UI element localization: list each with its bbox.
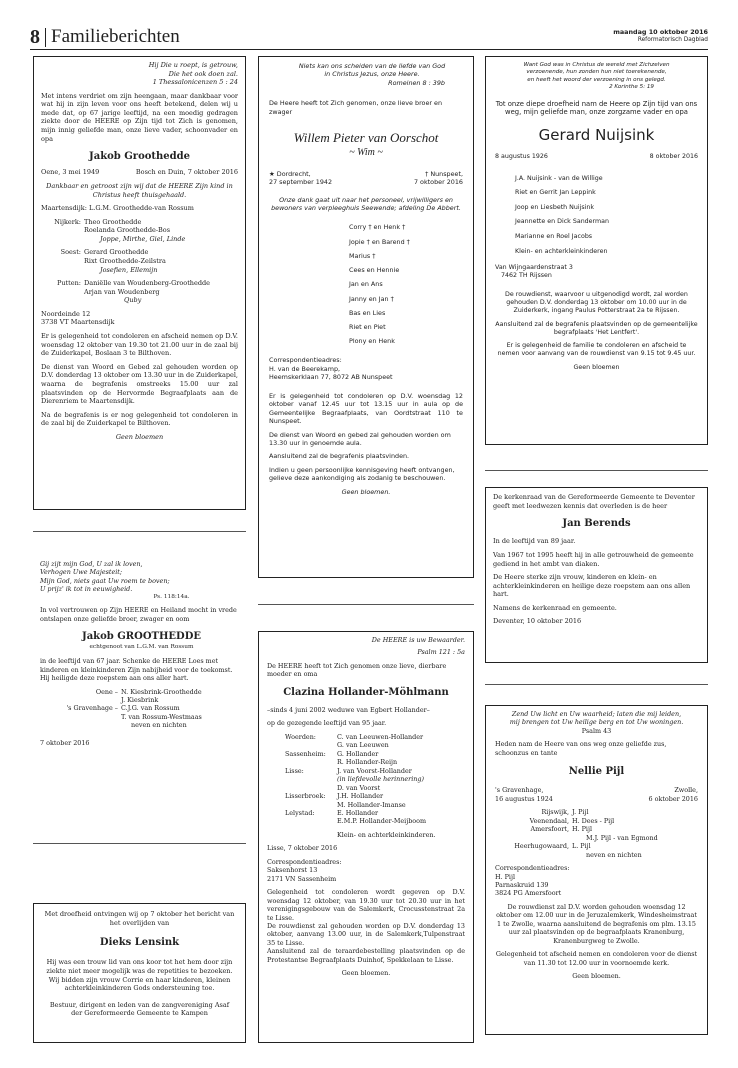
announcement-date: 7 oktober 2016	[40, 738, 90, 747]
cross-icon: †	[425, 169, 429, 178]
announcement-text: Hij was een trouw lid van ons koor tot het hem door zijn ziekte niet meer mogelijk was de repetities te bezoeken. Wij bidden zijn vrouw Corrie en haar kinderen, kleinen achterkleinkinderen Gods ondersteuning toe.	[46, 958, 233, 993]
announcement-text: in de leeftijd van 67 jaar. Schenke de HEERE Loes met kinderen en kleinkinderen Zijn nabijheid voor de toekomst. Hij heiligde deze roepstem aan ons aller hart.	[40, 657, 233, 683]
bible-verse: Niets kan ons scheiden van de liefde van God in Christus Jezus, onze Heere. Romeinen 8 : 39b	[298, 62, 446, 87]
service-text: De dienst van Woord en gebed zal gehouden worden om 13.30 uur in genoemde aula.	[269, 430, 451, 448]
divider	[258, 604, 474, 605]
spouse-line: Maartensdijk: L.G.M. Groothedde-van Rossum	[41, 204, 194, 213]
deceased-name: Gerard Nuijsink	[538, 126, 655, 145]
bible-verse: Want God was in Christus de wereld met Zichzelven verzoenende, hun zonden hun niet toerekenende, en heeft het woord der verzoening in ons gelegd. 2 Korinthe 5: 19	[523, 62, 670, 91]
bible-verse: Gij zijt mijn God, U zal ik loven, Verhogen Uwe Majesteit; Mijn God, niets gaat Uw roem te boven; U prijz' ik tot in eeuwigheid.	[40, 560, 170, 594]
correspondence-address: Correspondentieadres: H. van de Beerekamp, Heemskerklaan 77, 8072 AB Nunspeet	[269, 356, 393, 382]
announcement-date: Lisse, 7 oktober 2016	[267, 844, 338, 853]
ad-nellie-pijl	[485, 705, 708, 1035]
verse-reference: Psalm 121 : 5a	[417, 648, 465, 657]
burial-text: Aansluitend zal de begrafenis plaatsvinden.	[269, 452, 410, 461]
family-list: Oene – N. Kiesbrink-Groothedde J. Kiesbrink 's Gravenhage – C.J.G. van Rossum T. van Rossum-Westmaas neven en nichten	[66, 687, 202, 730]
verse-reference: Psalm 43	[581, 726, 612, 735]
header-date: maandag 10 oktober 2016	[613, 28, 708, 36]
grandchildren: Klein- en achterkleinkinderen.	[337, 830, 436, 839]
divider	[33, 531, 246, 532]
page-header	[30, 26, 708, 48]
header-newspaper: Reformatorisch Dagblad	[637, 37, 708, 43]
closing: Geen bloemen	[573, 363, 620, 371]
service-text: De rouwdienst, waarvoor u uitgenodigd wordt, zal worden gehouden D.V. donderdag 13 oktober om 10.00 uur in de Zuiderkerk, ingang Paulus Potterstraat 2a te Rijssen.	[505, 290, 688, 315]
announcement-intro: De kerkenraad van de Gereformeerde Gemeente te Deventer geeft met leedwezen kennis dat overleden is de heer	[493, 493, 695, 510]
life-dates: ★ Dordrecht, 27 september 1942 † Nunspeet, 7 oktober 2016	[269, 169, 463, 187]
service-line: Van 1967 tot 1995 heeft hij in alle getrouwheid de gemeente gediend in het ambt van diaken.	[493, 550, 694, 568]
page-number: 8	[30, 26, 40, 48]
deceased-name: Jakob GROOTHEDDE	[81, 631, 202, 643]
family-list: Nijkerk: Theo Groothedde Roelanda Groothedde-Bos Joppe, Mirthe, Giel, Linde Soest: Gerard Groothedde Rixt Groothedde-Zeilstra Josefien, Ellemijn Putten: Daniëlle van Woudenberg-Groothedde Arjan van Woudenberg Quby	[54, 217, 211, 305]
divider	[485, 470, 708, 471]
service-text: De rouwdienst zal gehouden worden op D.V. donderdag 13 oktober, aanvang 13.00 uur, in de Salemkerk,Tulpenstraat 35 te Lisse.	[267, 921, 465, 947]
header-rule	[30, 49, 708, 50]
born-icon: ★	[269, 169, 275, 178]
ad-jakob-groothedde-family	[40, 560, 243, 747]
family-list: Rijswijk, J. Pijl Veenendaal, H. Dees - Pijl Amersfoort, H. Pijl M.J. Pijl - van Egmond Heerhugowaard, L. Pijl neven en nichten	[514, 808, 658, 859]
after-burial-text: Na de begrafenis is er nog gelegenheid tot condoleren in de zaal bij de Zuiderkapel te Bilthoven.	[41, 410, 238, 428]
deceased-name: Dieks Lensink	[99, 937, 180, 949]
ad-clazina-hollander	[258, 631, 474, 1043]
announcement-intro: De HEERE heeft tot Zich genomen onze lieve, dierbare moeder en oma	[267, 661, 447, 679]
age-line: In de leeftijd van 89 jaar.	[493, 537, 576, 546]
family-list: Corry † en Henk † Jopie † en Barend † Marius † Cees en Hennie Jan en Ans Janny en Jan † Bas en Lies Riet en Piet Plony en Henk	[349, 223, 410, 346]
condolence-text: Gelegenheid tot condoleren wordt gegeven op D.V. woensdag 12 oktober, van 19.30 uur tot 20.30 uur in het verenigingsgebouw van de Salemkerk, Crocusstenstraat 2a te Lisse.	[267, 888, 465, 922]
deceased-name: Jakob Groothedde	[88, 151, 191, 163]
life-dates: Oene, 3 mei 1949 Bosch en Duin, 7 oktober 2016	[41, 168, 238, 177]
ad-jan-berends	[485, 487, 708, 663]
condolence-text: Er is gelegenheid tot condoleren op D.V. woensdag 12 oktober vanaf 12.45 uur tot 13.15 uur in aula op de Gemeentelijke Begraafplaats, van Oordtstraat 110 te Nunspeet.	[269, 391, 463, 426]
family-list: J.A. Nuijsink - van de Willige Riet en Gerrit Jan Leppink Joop en Liesbeth Nuijsink Jeannette en Dick Sanderman Marianne en Roel Jacobs Klein- en achterkleinkinderen	[515, 174, 610, 255]
deceased-name: Willem Pieter van Oorschot	[293, 130, 439, 146]
section-title: Familieberichten	[51, 26, 180, 47]
ad-dieks-lensink	[33, 903, 246, 1043]
ad-willem-van-oorschot	[258, 56, 474, 578]
signature: Namens de kerkenraad en gemeente.	[493, 603, 617, 612]
thanks-text: Onze dank gaat uit naar het personeel, vrijwilligers en bewoners van verpleeghuis Seewende; afdeling De Abbert.	[271, 195, 461, 212]
comfort-text: Dankbaar en getroost zijn wij dat de HEERE Zijn kind in Christus heeft thuisgehaald.	[46, 181, 233, 199]
deceased-name: Nellie Pijl	[568, 766, 625, 778]
announcement-intro: Tot onze diepe droefheid nam de Heere op Zijn tijd van ons weg, mijn geliefde man, onze zorgzame vader en opa	[495, 99, 698, 117]
announcement-intro: Met intens verdriet om zijn heengaan, maar dankbaar voor wat hij in zijn leven voor ons heeft betekend, delen wij u mede dat, op 67 jarige leeftijd, na een moedig gedragen ziekte door de HEERE op Zijn tijd tot Zich is genomen, mijn innig geliefde man, onze lieve vader, schoonvader en opa	[41, 91, 238, 143]
closing: Geen bloemen.	[341, 969, 391, 978]
bible-verse: Hij Die u roept, is getrouw, Die het ook doen zal. 1 Thessalonicenzen 5 : 24	[148, 61, 238, 87]
header-divider	[45, 28, 46, 47]
closing: Geen bloemen	[115, 432, 164, 441]
nickname: ~ Wim ~	[349, 147, 383, 159]
announcement-intro: Met droefheid ontvingen wij op 7 oktober het bericht van het overlijden van	[44, 910, 235, 927]
family-list: Woerden: C. van Leeuwen-Hollander G. van Leeuwen Sassenheim: G. Hollander R. Hollander-Reijn Lisse: J. van Voorst-Hollander (in liefdevolle herinnering) D. van Voorst Lisserbroek: J.H. Hollander M. Hollander-Imanse Lelystad: E. Hollander E.M.P. Hollander-Meijboom	[285, 732, 427, 826]
verse-reference: Ps. 118:14a.	[153, 593, 190, 600]
correspondence-address: Correspondentieadres: Saksenhorst 13 2171 VN Sassenheim	[267, 857, 342, 883]
deceased-name: Clazina Hollander-Möhlmann	[283, 686, 449, 698]
announcement-intro: De Heere heeft tot Zich genomen, onze lieve broer en zwager	[269, 99, 443, 116]
bible-verse: De HEERE is uw Bewaarder.	[371, 636, 465, 644]
service-text: De rouwdienst zal D.V. worden gehouden woensdag 12 oktober om 12.00 uur in de Jeruzalemkerk, Windesheimstraat 1 te Zwolle, waarna aansluitend de begrafenis om plm. 13.15 uur zal plaatsvinden op de begraafplaats Kranenburg, Kranenburgweg te Zwolle.	[496, 902, 697, 945]
burial-text: Aansluitend zal de begrafenis plaatsvinden op de gemeentelijke begrafplaats 'Het Lentfert'.	[495, 320, 698, 336]
notice-text: Indien u geen persoonlijke kennisgeving heeft ontvangen, gelieve deze aankondiging als zodanig te beschouwen.	[269, 465, 455, 483]
ad-gerard-nuijsink	[485, 56, 708, 445]
correspondence-address: Correspondentieadres: H. Pijl Parnaskruid 139 3824 PG Amersfoort	[495, 864, 570, 898]
address: Van Wijngaardenstraat 3 7462 TH Rijssen	[495, 264, 573, 280]
closing: Geen bloemen.	[341, 487, 391, 496]
announcement-intro: In vol vertrouwen op Zijn HEERE en Heiland mocht in vrede ontslapen onze geliefde broer, zwager en oom	[40, 606, 237, 623]
announcement-date: Deventer, 10 oktober 2016	[493, 617, 582, 626]
condolence-text: Er is gelegenheid de familie te condoleren en afscheid te nemen voor aanvang van de rouwdienst van 9.15 tot 9.45 uur.	[497, 342, 696, 358]
divider	[33, 843, 246, 844]
life-dates: 's Gravenhage, 16 augustus 1924 Zwolle, 6 oktober 2016	[495, 786, 698, 803]
life-dates: 8 augustus 1926 8 oktober 2016	[495, 153, 698, 161]
burial-text: Aansluitend zal de teraardebestelling plaatsvinden op de Protestantse Begraafplaats Duinhof, Spekkelaan te Lisse.	[267, 947, 465, 964]
condolence-text: Gelegenheid tot afscheid nemen en condoleren voor de dienst van 11.30 tot 12.00 uur in voornoemde kerk.	[495, 950, 698, 967]
condolence-text: Er is gelegenheid tot condoleren en afscheid nemen op D.V. woensdag 12 oktober van 19.30 tot 21.00 uur in de zaal bij de Zuiderkapel, Boslaan 3 te Bilthoven.	[41, 332, 238, 358]
spouse-line: echtgenoot van L.G.M. van Rossum	[89, 643, 194, 650]
address: Noordeinde 12 3738 VT Maartensdijk	[41, 309, 115, 327]
closing: Geen bloemen.	[572, 972, 621, 981]
ad-jakob-groothedde	[33, 56, 246, 510]
announcement-intro: Heden nam de Heere van ons weg onze geliefde zus, schoonzus en tante	[495, 740, 667, 757]
signature: Bestuur, dirigent en leden van de zangvereniging Asaf der Gereformeerde Gemeente te Kampen	[49, 1000, 230, 1018]
deceased-name: Jan Berends	[562, 518, 631, 530]
service-text: De dienst van Woord en Gebed zal gehouden worden op D.V. donderdag 13 oktober om 13.30 uur in de Zuiderkapel, waarna de begrafenis omstreeks 15.00 uur zal plaatsvinden op de Hervormde Begraafplaats aan de Dierenriem te Maartensdijk.	[41, 362, 238, 406]
bible-verse: Zend Uw licht en Uw waarheid; laten die mij leiden, mij brengen tot Uw heilige berg en tot Uw woningen.	[509, 710, 684, 727]
divider	[485, 684, 708, 685]
widow-line: –sinds 4 juni 2002 weduwe van Egbert Hollander–	[267, 706, 430, 714]
age-line: op de gezegende leeftijd van 95 jaar.	[267, 719, 387, 728]
comfort-text: De Heere sterke zijn vrouw, kinderen en klein- en achterkleinkinderen en heilige deze roepstem aan ons allen hart.	[493, 573, 691, 599]
